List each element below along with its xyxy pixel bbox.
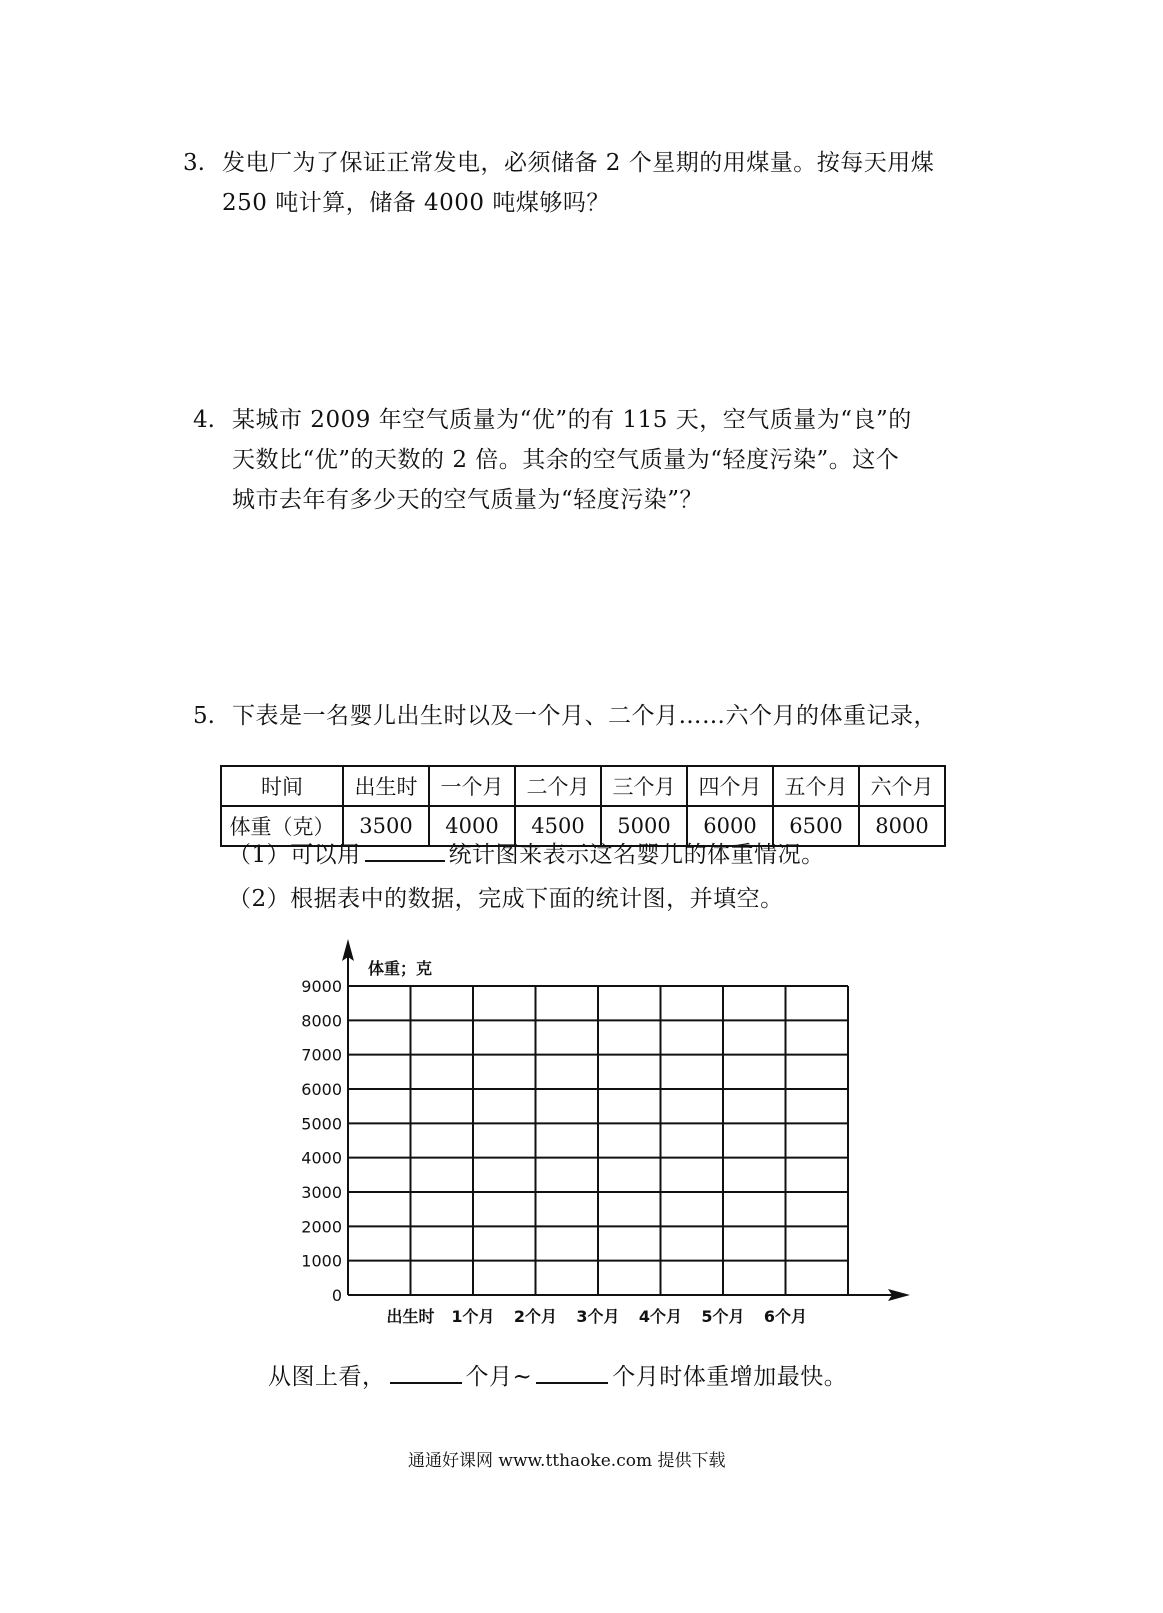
question-4-line-1: 某城市 2009 年空气质量为“优”的有 115 天，空气质量为“良”的 — [232, 407, 912, 433]
table-cell: 六个月 — [859, 766, 945, 806]
table-cell: 体重（克） — [221, 806, 343, 846]
table-cell: 二个月 — [515, 766, 601, 806]
answer-blank-start-month[interactable] — [390, 1360, 462, 1384]
chart-y-tick-labels — [301, 977, 342, 1305]
conclusion — [268, 1360, 847, 1390]
y-tick-label: 3000 — [301, 1183, 342, 1202]
y-tick-label: 6000 — [301, 1080, 342, 1099]
chart-grid — [348, 986, 848, 1295]
table-cell: 出生时 — [343, 766, 429, 806]
y-tick-label: 8000 — [301, 1011, 342, 1031]
x-tick-label: 6个月 — [763, 1307, 808, 1326]
conclusion-mid: 个月~ — [465, 1364, 533, 1390]
x-tick-label: 3个月 — [576, 1307, 620, 1326]
table-cell: 8000 — [859, 806, 945, 846]
table-row — [221, 766, 945, 806]
question-3-line-2: 250 吨计算，储备 4000 吨煤够吗？ — [222, 190, 610, 216]
x-tick-label: 4个月 — [638, 1307, 683, 1326]
y-tick-label: 9000 — [301, 977, 342, 996]
sub-question-1 — [228, 838, 825, 868]
sub-question-1-prefix: （1）可以用 — [228, 842, 361, 868]
table-cell: 三个月 — [601, 766, 687, 806]
x-tick-label: 出生时 — [386, 1307, 435, 1326]
sub-question-1-suffix: 统计图来表示这名婴儿的体重情况。 — [448, 842, 825, 868]
chart-axes — [342, 939, 910, 1301]
table-cell: 5000 — [601, 806, 687, 846]
question-4-line-3: 城市去年有多少天的空气质量为“轻度污染”？ — [232, 487, 704, 513]
table-cell: 4000 — [429, 806, 515, 846]
question-4-line-2: 天数比“优”的天数的 2 倍。其余的空气质量为“轻度污染”。这个 — [232, 447, 900, 473]
question-3-number: 3. — [183, 150, 205, 176]
table-cell: 4500 — [515, 806, 601, 846]
table-cell: 一个月 — [429, 766, 515, 806]
table-cell: 6000 — [687, 806, 773, 846]
footer-text: 通通好课网 www.tthaoke.com 提供下载 — [408, 1451, 726, 1471]
chart-y-axis-label: 体重；克 — [368, 959, 433, 978]
question-4-number: 4. — [193, 407, 215, 433]
x-tick-label: 1个月 — [451, 1307, 495, 1326]
x-tick-label: 2个月 — [513, 1307, 558, 1326]
table-cell: 五个月 — [773, 766, 859, 806]
table-cell: 四个月 — [687, 766, 773, 806]
conclusion-suffix: 个月时体重增加最快。 — [612, 1364, 848, 1390]
conclusion-prefix: 从图上看， — [268, 1364, 386, 1390]
answer-blank-end-month[interactable] — [536, 1360, 608, 1384]
y-tick-label: 0 — [331, 1286, 342, 1305]
weight-chart[interactable] — [280, 935, 920, 1340]
question-5-number: 5. — [193, 703, 215, 729]
y-tick-label: 5000 — [301, 1114, 342, 1134]
table-cell: 6500 — [773, 806, 859, 846]
answer-blank-chart-type[interactable] — [365, 838, 445, 862]
x-tick-label: 5个月 — [701, 1307, 745, 1326]
y-tick-label: 1000 — [301, 1251, 342, 1271]
table-cell: 时间 — [221, 766, 343, 806]
weight-table — [220, 765, 946, 847]
question-3-line-1: 发电厂为了保证正常发电，必须储备 2 个星期的用煤量。按每天用煤 — [222, 150, 935, 176]
sub-question-2: （2）根据表中的数据，完成下面的统计图，并填空。 — [228, 886, 784, 912]
y-tick-label: 2000 — [301, 1217, 342, 1237]
y-tick-label: 4000 — [301, 1148, 342, 1168]
chart-x-tick-labels — [386, 1307, 807, 1326]
y-tick-label: 7000 — [301, 1045, 342, 1065]
question-5-intro: 下表是一名婴儿出生时以及一个月、二个月……六个月的体重记录， — [232, 703, 937, 729]
table-cell: 3500 — [343, 806, 429, 846]
